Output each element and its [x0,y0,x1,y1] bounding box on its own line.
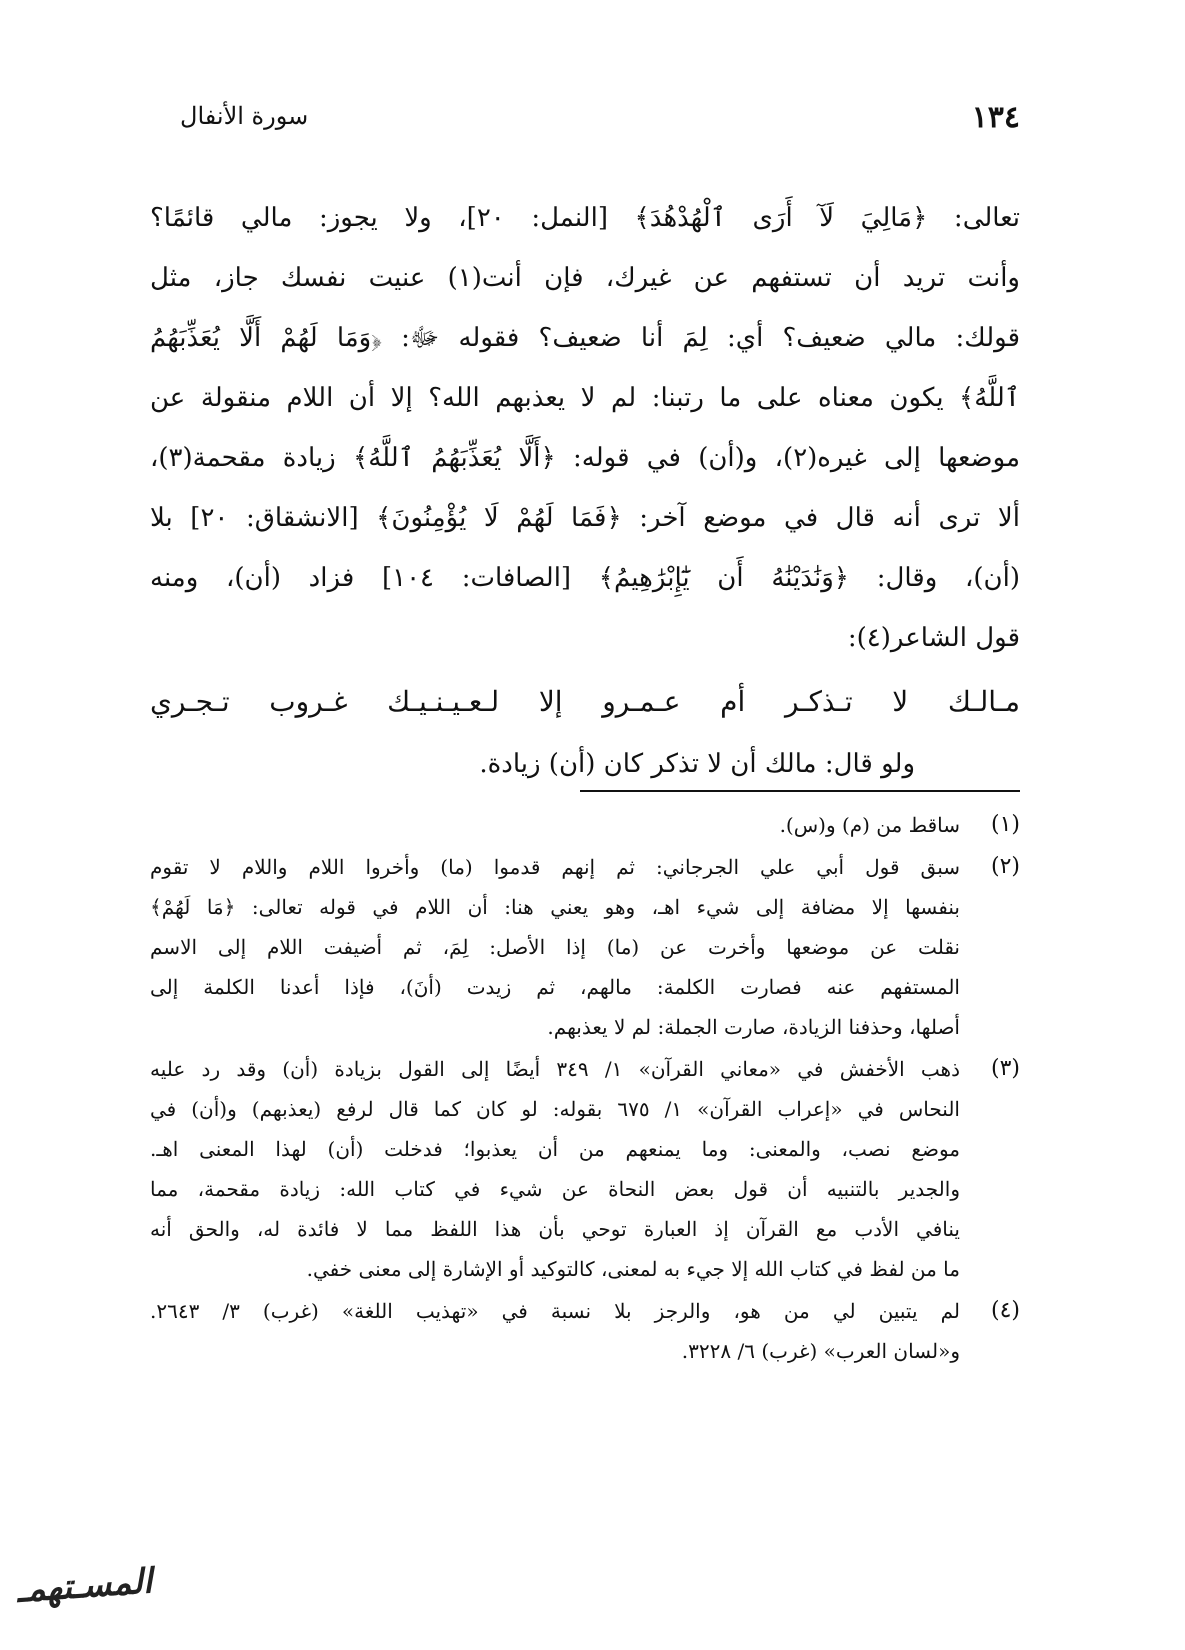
stamp-text: المسـتهمـ [15,1561,154,1611]
footnotes [150,805,1020,1373]
text-line: ٱللَّهُ﴾ يكون معناه على ما رتبنا: لم لا يعذبهم الله؟ إلا أن اللام منقولة عن [150,383,1020,413]
footnote-line: و«لسان العرب» (غرب) ٦/ ٣٢٢٨. [681,1339,960,1363]
footnote [150,1049,1020,1289]
footnote-line: المستفهم عنه فصارت الكلمة: مالهم، ثم زيدت (أنَ)، فإذا أعدنا الكلمة إلى [150,975,960,999]
footnote-number: (٢) [990,854,1020,879]
footnote-line: والجدير بالتنبيه أن قول بعض النحاة عن شيء في كتاب الله: زيادة مقحمة، مما [150,1177,960,1201]
text-line: تعالى: ﴿مَالِيَ لَآ أَرَى ٱلْهُدْهُدَ﴾ [النمل: ٢٠]، ولا يجوز: مالي قائمًا؟ [150,203,1020,233]
text-line: (أن)، وقال: ﴿وَنَٰدَيْنَٰهُ أَن يَٰٓإِبْرَٰهِيمُ﴾ [الصافات: ١٠٤] فزاد (أن)، ومنه [150,563,1020,593]
footnote-line: بنفسها إلا مضافة إلى شيء اهـ، وهو يعني هنا: أن اللام في قوله تعالى: ﴿مَا لَهُمْ﴾ [150,895,960,919]
text-line: قولك: مالي ضعيف؟ أي: لِمَ أنا ضعيف؟ فقوله ﷻ: ﴿وَمَا لَهُمْ أَلَّا يُعَذِّبَهُمُ [150,323,1020,353]
footnote-line: موضع نصب، والمعنى: وما يمنعهم من أن يعذبوا؛ فدخلت (أن) لهذا المعنى اهـ. [150,1137,960,1161]
footnote-line: ما من لفظ في كتاب الله إلا جيء به لمعنى، كالتوكيد أو الإشارة إلى معنى خفي. [306,1257,960,1281]
footnote-number: (٤) [990,1298,1020,1323]
footnote-line: نقلت عن موضعها وأخرت عن (ما) إذا الأصل: لِمَ، ثم أضيفت اللام إلى الاسم [150,935,960,959]
footnote-separator [580,790,1020,792]
text-line: وأنت تريد أن تستفهم عن غيرك، فإن أنت(١) عنيت نفسك جاز، مثل [150,263,1020,293]
footnote-number: (٣) [990,1056,1020,1081]
footnote-line: ذهب الأخفش في «معاني القرآن» ١/ ٣٤٩ أيضًا إلى القول بزيادة (أن) وقد رد عليه [150,1057,960,1081]
footnote [150,1291,1020,1371]
footnote-line: ينافي الأدب مع القرآن إذ العبارة توحي بأن هذا اللفظ مما لا فائدة له، والحق أنه [150,1217,960,1241]
footnote [150,847,1020,1047]
library-stamp-logo [5,1562,165,1632]
footnote-line: النحاس في «إعراب القرآن» ١/ ٦٧٥ بقوله: لو كان كما قال لرفع (يعذبهم) و(أن) في [150,1097,960,1121]
text-line: ألا ترى أنه قال في موضع آخر: ﴿فَمَا لَهُمْ لَا يُؤْمِنُونَ﴾ [الانشقاق: ٢٠] بلا [150,503,1020,533]
text-line: موضعها إلى غيره(٢)، و(أن) في قوله: ﴿أَلَّا يُعَذِّبَهُمُ ٱللَّهُ﴾ زيادة مقحمة(٣)، [150,443,1020,473]
poetry-verse: مـالـك لا تـذكـر أم عـمـرو إلا لـعـيـنـيـك غـروب تـجـري [150,685,1020,718]
surah-title: سورة الأنفال [180,102,309,130]
footnote-number: (١) [990,812,1020,837]
footnote-line: ساقط من (م) و(س). [779,813,960,837]
footnote [150,805,1020,845]
page-number: ١٣٤ [971,100,1020,135]
footnote-line: لم يتبين لي من هو، والرجز بلا نسبة في «تهذيب اللغة» (غرب) ٣/ ٢٦٤٣. [150,1299,960,1323]
text-line: قول الشاعر(٤): [847,623,1020,653]
page-header [180,100,1020,150]
main-text [150,188,1020,794]
footnote-line: أصلها، وحذفنا الزيادة، صارت الجملة: لم لا يعذبهم. [547,1015,960,1039]
text-line: ولو قال: مالك أن لا تذكر كان (أن) زيادة. [479,749,915,779]
footnote-line: سبق قول أبي علي الجرجاني: ثم إنهم قدموا (ما) وأخروا اللام واللام لا تقوم [150,855,960,879]
